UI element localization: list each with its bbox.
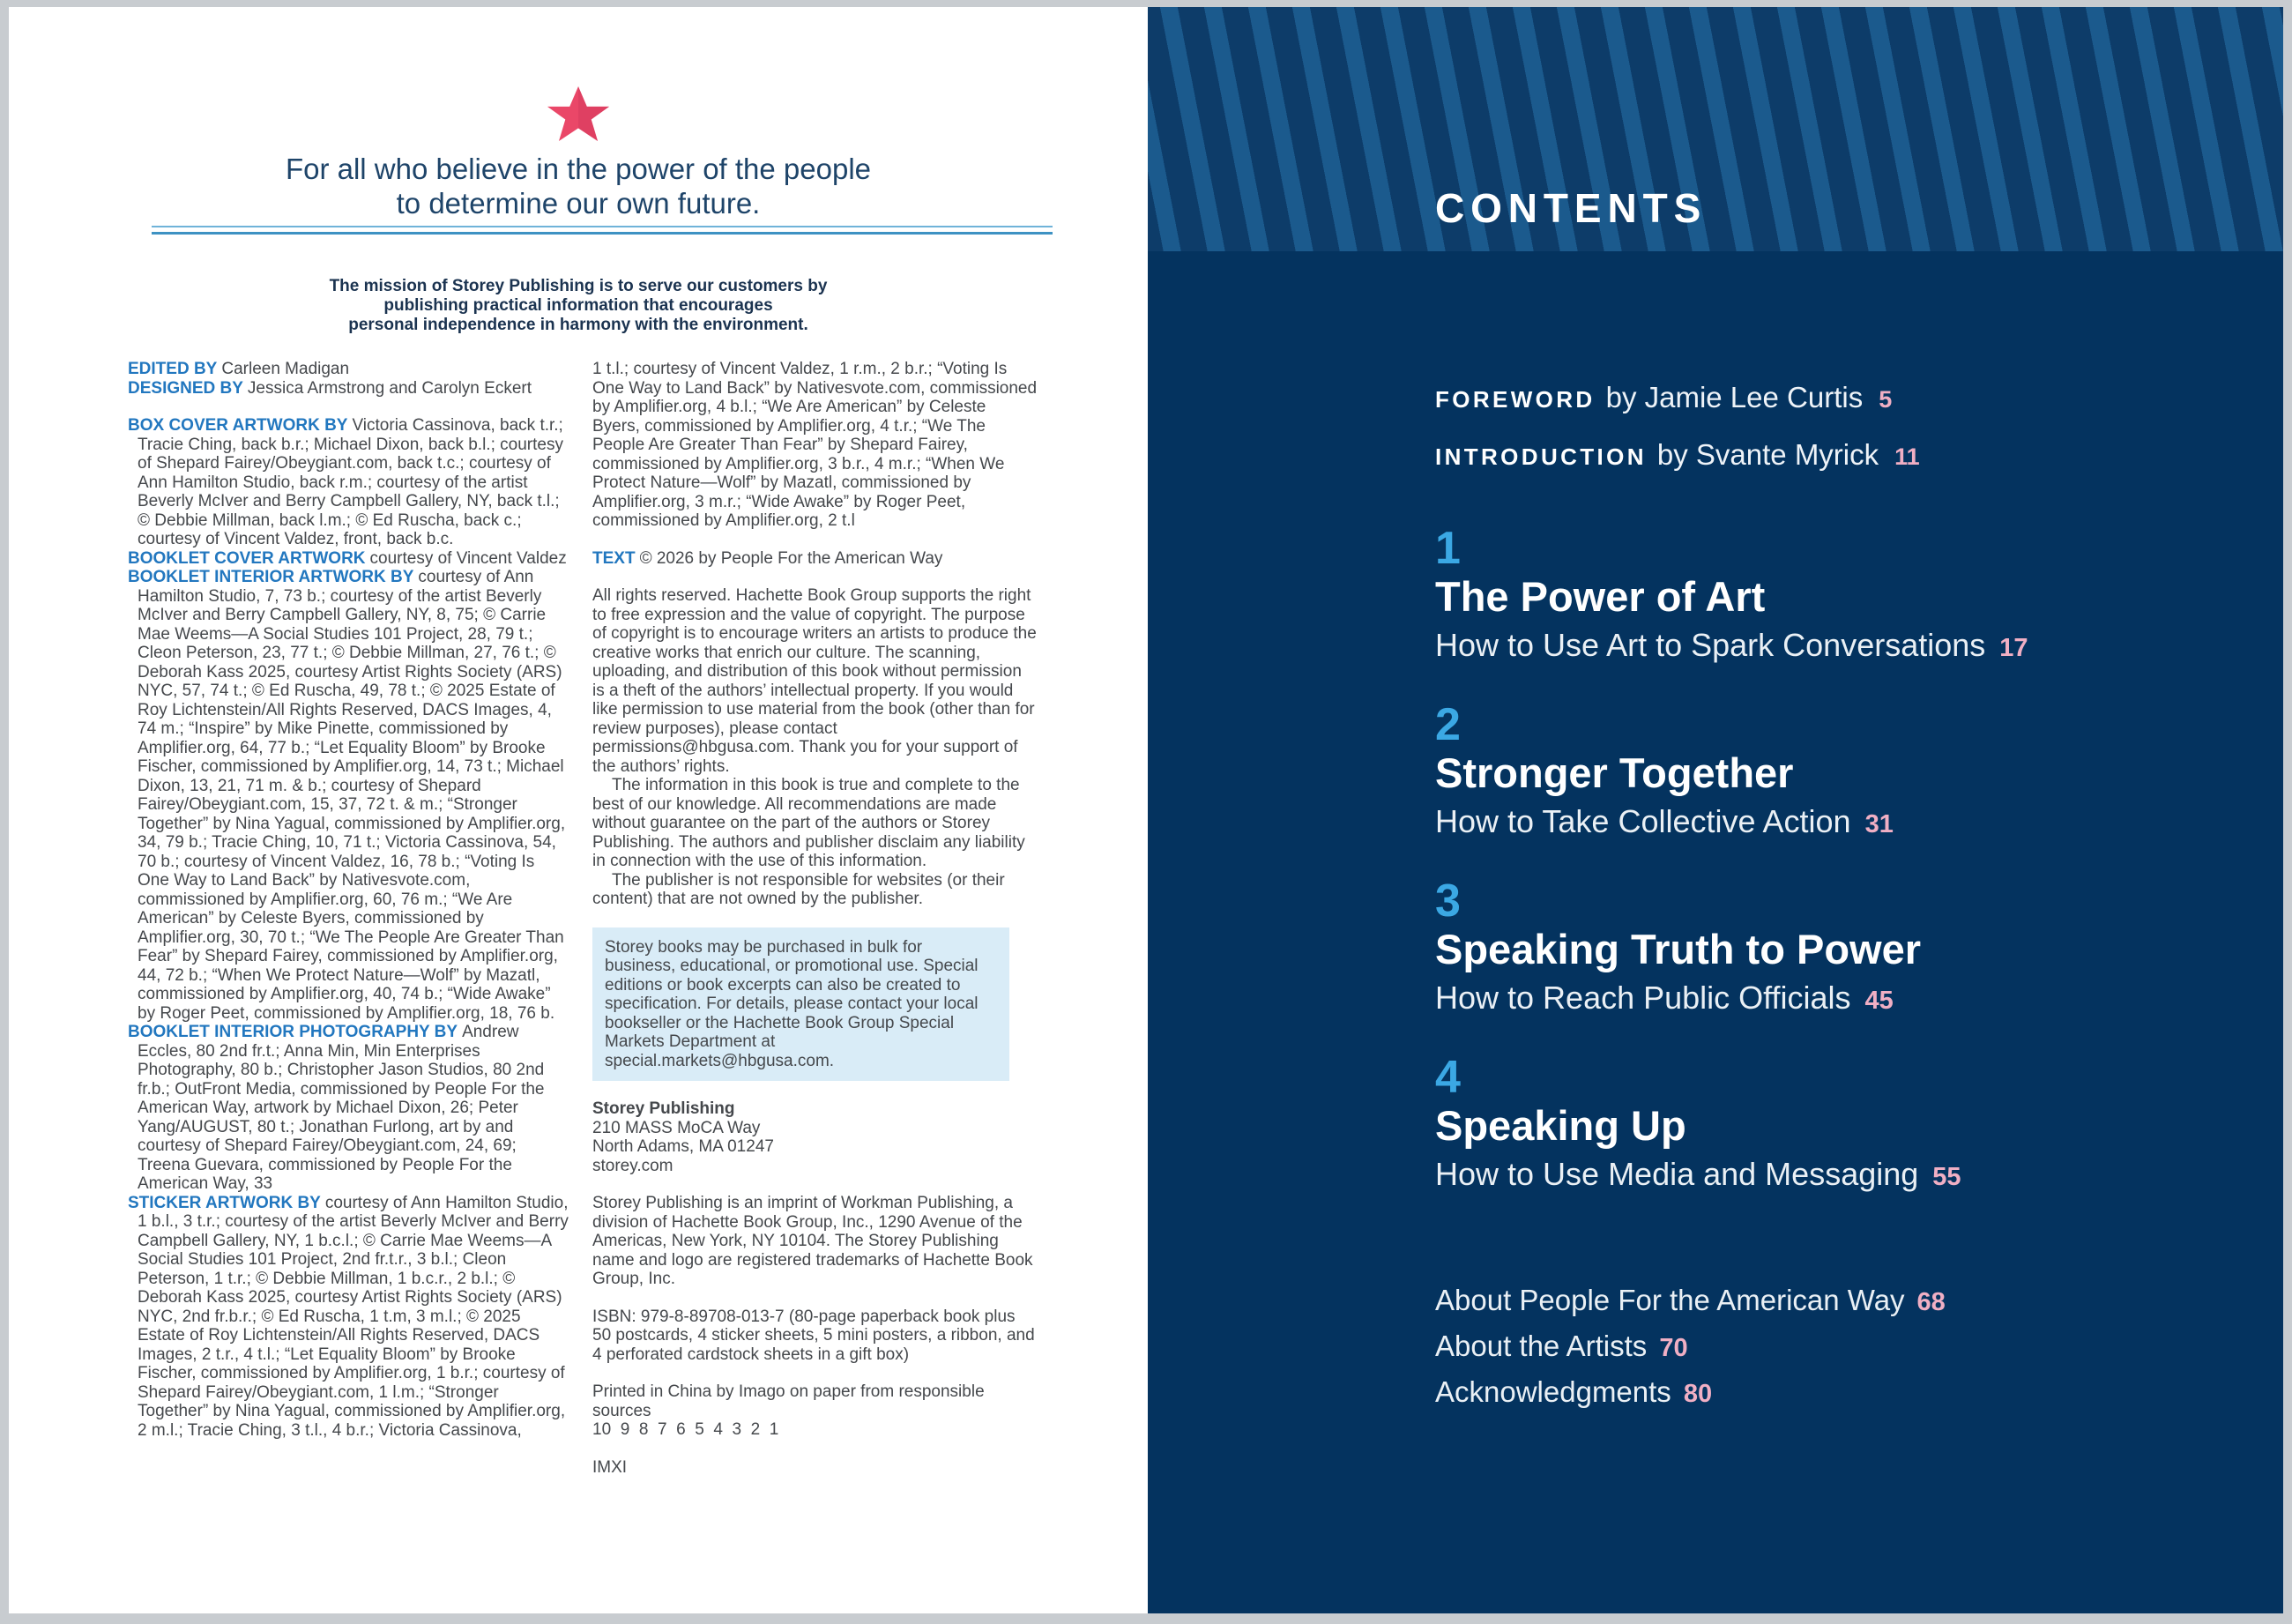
page-title: CONTENTS <box>1435 185 1708 231</box>
entry-title: About People For the American Way <box>1435 1284 1905 1316</box>
credit-paragraph <box>592 1382 1038 1420</box>
entry-author: by Svante Myrick <box>1656 438 1879 471</box>
chapter-number: 2 <box>1435 699 1461 750</box>
chapter-subtitle: How to Take Collective Action <box>1435 803 1851 840</box>
chapter-page-number: 17 <box>1999 634 2028 663</box>
dedication-line: For all who believe in the power of the people <box>285 153 872 185</box>
chapter-subtitle-row <box>1435 980 2028 1017</box>
credit-paragraph <box>592 1157 1038 1176</box>
credit-text: Andrew Eccles, 80 2nd fr.t.; Anna Min, Min Enterprises Photography, 80 b.; Christopher Jason Studios, 80 2nd fr.b.; OutFront Media, commissioned by People For the American Way, artwork by Michael Dixon, 26; Peter Yang/AUGUST, 80 t.; Jonathan Furlong, art by and courtesy of Shepard Fairey/Obeygiant.com, 24, 69; Treena Guevara, commissioned by People For the American Way, 33 <box>138 1023 545 1193</box>
chapter-title: Speaking Up <box>1435 1102 1686 1149</box>
credit-label: BOX COVER ARTWORK BY <box>128 416 348 435</box>
credit-paragraph <box>592 586 1038 776</box>
chapter-subtitle: How to Use Art to Spark Conversations <box>1435 627 1986 664</box>
credit-text: Printed in China by Imago on paper from responsible sources <box>592 1382 985 1420</box>
credit-paragraph <box>592 1420 1038 1440</box>
credit-text: Victoria Cassinova, back t.r.; Tracie Ching, back b.r.; Michael Dixon, back b.l.; courtesy of Shepard Fairey/Obeygiant.com, back t.c.; courtesy of Ann Hamilton Studio, back r.m.; courtesy of the artist Beverly McIver and Berry Campbell Gallery, NY, back t.l.; © Debbie Millman, back l.m.; © Ed Ruscha, back c.; courtesy of Vincent Valdez, front, back b.c. <box>138 416 563 548</box>
star-icon <box>9 86 1148 145</box>
chapter-title: Speaking Truth to Power <box>1435 926 1922 972</box>
contents-page <box>1148 7 2283 1613</box>
chapter-page-number: 55 <box>1932 1163 1961 1192</box>
credit-paragraph <box>128 360 570 379</box>
chapter-subtitle-row <box>1435 627 2028 664</box>
chapter-title: The Power of Art <box>1435 573 1766 620</box>
credit-paragraph <box>592 1194 1038 1289</box>
credit-paragraph <box>592 1307 1038 1365</box>
credit-label: DESIGNED BY <box>128 378 243 398</box>
credit-label: BOOKLET INTERIOR ARTWORK BY <box>128 568 414 586</box>
mission-line: personal independence in harmony with the environment. <box>348 316 808 334</box>
credit-paragraph <box>592 776 1038 871</box>
mission-line: The mission of Storey Publishing is to serve our customers by <box>329 277 828 295</box>
credit-text: Storey Publishing is an imprint of Workman Publishing, a division of Hachette Book Group, Inc., 1290 Avenue of the Americas, New York, NY 10104. The Storey Publishing name and logo are registered trademarks of Hachette Book Group, Inc. <box>592 1194 1033 1288</box>
chapter-entry <box>1435 699 2028 878</box>
back-matter-entry <box>1435 1284 1946 1317</box>
chapter-entry <box>1435 875 2028 1054</box>
chapter-subtitle-row <box>1435 1156 2028 1193</box>
back-matter-entry <box>1435 1375 1946 1409</box>
back-matter-entry <box>1435 1330 1946 1363</box>
double-rule-divider <box>152 226 1053 235</box>
credit-paragraph <box>592 1137 1038 1157</box>
credit-paragraph <box>128 1023 570 1194</box>
chapter-page-number: 31 <box>1864 810 1894 839</box>
credit-paragraph <box>128 416 570 549</box>
credit-text: courtesy of Vincent Valdez <box>369 548 567 568</box>
credit-text: 1 t.l.; courtesy of Vincent Valdez, 1 r.m., 2 b.r.; “Voting Is One Way to Land Back” by Nativesvote.com, commissioned by Amplifier.org, 4 b.l.; “We Are American” by Celeste Byers, commissioned by Amplifier.org, 4 t.r.; “We The People Are Greater Than Fear” by Shepard Fairey, commissioned by Amplifier.org, 3 b.r., 4 m.r.; “When We Protect Nature—Wolf” by Mazatl, commissioned by Amplifier.org, 3 m.r.; “Wide Awake” by Roger Peet, commissioned by Amplifier.org, 2 t.l <box>592 360 1038 530</box>
credit-text: © 2026 by People For the American Way <box>639 548 943 568</box>
chapter-number: 4 <box>1435 1052 1461 1103</box>
credits-column-2 <box>592 360 1038 1477</box>
credit-text: Carleen Madigan <box>221 360 350 378</box>
front-matter-entry <box>1435 381 1920 414</box>
chapter-number: 1 <box>1435 523 1461 574</box>
credit-text: Storey Publishing <box>592 1099 735 1118</box>
credit-paragraph <box>592 549 1038 569</box>
credit-paragraph <box>592 360 1038 531</box>
credit-paragraph <box>592 927 1009 1082</box>
credit-text: storey.com <box>592 1156 673 1175</box>
credit-paragraph <box>592 1458 1038 1478</box>
credit-text: ISBN: 979-8-89708-013-7 (80-page paperback book plus 50 postcards, 4 sticker sheets, 5 mini posters, a ribbon, and 4 perforated cardstock sheets in a gift box) <box>592 1307 1035 1364</box>
credit-text: The information in this book is true and complete to the best of our knowledge. All recommendations are made without guarantee on the part of the authors or Storey Publishing. The authors and publisher disclaim any liability in connection with the use of this information. <box>592 776 1025 870</box>
credit-label: STICKER ARTWORK BY <box>128 1193 321 1212</box>
chapter-number: 3 <box>1435 875 1461 927</box>
entry-page-number: 68 <box>1916 1288 1946 1316</box>
entry-label: INTRODUCTION <box>1435 443 1647 470</box>
striped-header-band <box>1148 7 2283 251</box>
credit-text: Storey books may be purchased in bulk for business, educational, or promotional use. Special editions or book excerpts can also be created to specification. For details, please contact your local bookseller or the Hachette Book Group Special Markets Department at special.markets@hbgusa.com. <box>605 937 979 1070</box>
chapter-subtitle: How to Reach Public Officials <box>1435 980 1851 1017</box>
credit-paragraph <box>128 549 570 569</box>
back-matter-list <box>1435 1284 1946 1421</box>
credit-text: 210 MASS MoCA Way <box>592 1118 761 1137</box>
credit-text: The publisher is not responsible for websites (or their content) that are not owned by the publisher. <box>592 870 1005 908</box>
entry-page-number: 5 <box>1879 386 1893 413</box>
diagonal-stripes <box>1148 7 2283 251</box>
chapter-subtitle: How to Use Media and Messaging <box>1435 1156 1919 1193</box>
entry-page-number: 80 <box>1683 1380 1713 1408</box>
credit-paragraph <box>592 1099 1038 1119</box>
dedication <box>9 152 1148 220</box>
copyright-page <box>9 7 1148 1613</box>
credit-paragraph <box>128 568 570 1023</box>
chapter-list <box>1435 525 2028 1231</box>
credit-text: IMXI <box>592 1457 628 1477</box>
entry-page-number: 11 <box>1894 443 1920 470</box>
rule-line-top <box>152 226 1053 227</box>
entry-title: Acknowledgments <box>1435 1375 1671 1408</box>
credit-label: TEXT <box>592 548 636 568</box>
dedication-line: to determine our own future. <box>396 187 761 220</box>
credit-label: BOOKLET INTERIOR PHOTOGRAPHY BY <box>128 1023 458 1041</box>
chapter-page-number: 45 <box>1864 987 1894 1016</box>
credit-paragraph <box>128 379 570 399</box>
entry-label: FOREWORD <box>1435 386 1596 413</box>
chapter-entry <box>1435 1054 2028 1231</box>
credits-column-1 <box>128 360 570 1440</box>
credit-text: All rights reserved. Hachette Book Group supports the right to free expression and the value of copyright. The purpose of copyright is to encourage writers an artists to produce the creative works that enrich our culture. The scanning, uploading, and distribution of this book without permission is a theft of the authors’ intellectual property. If you would like permission to use material from the book (other than for review purposes), please contact permissions@hbgusa.com. Thank you for your support of the authors’ rights. <box>592 586 1037 776</box>
rule-line-bottom <box>152 232 1053 235</box>
credit-paragraph <box>592 871 1038 909</box>
credit-text: courtesy of Ann Hamilton Studio, 1 b.l., 3 t.r.; courtesy of the artist Beverly McIver and Berry Campbell Gallery, NY, 1 b.c.l.; © Carrie Mae Weems—A Social Studies 101 Project, 2nd fr.t.r., 3 b.l.; Cleon Peterson, 1 t.r.; © Debbie Millman, 1 b.c.r., 2 b.l.; © Deborah Kass 2025, courtesy Artist Rights Society (ARS) NYC, 2nd fr.b.r.; © Ed Ruscha, 1 t.m, 3 m.l.; © 2025 Estate of Roy Lichtenstein/All Rights Reserved, DACS Images, 2 t.r., 4 t.l.; “Let Equality Bloom” by Brooke Fischer, commissioned by Amplifier.org, 1 b.r.; courtesy of Shepard Fairey/Obeygiant.com, 1 l.m.; “Stronger Together” by Nina Yagual, commissioned by Amplifier.org, 2 m.l.; Tracie Ching, 3 t.l., 4 b.r.; Victoria Cassinova, <box>138 1193 569 1440</box>
credit-paragraph <box>592 1119 1038 1138</box>
chapter-title: Stronger Together <box>1435 749 1794 796</box>
credit-paragraph <box>128 1194 570 1441</box>
publisher-mission <box>9 277 1148 335</box>
front-matter-list <box>1435 381 1920 495</box>
credit-text: courtesy of Ann Hamilton Studio, 7, 73 b.; courtesy of the artist Beverly McIver and Berry Campbell Gallery, NY, 8, 75; © Carrie Mae Weems—A Social Studies 101 Project, 28, 79 t.; Cleon Peterson, 23, 77 t.; © Debbie Millman, 27, 76 t.; © Deborah Kass 2025, courtesy Artist Rights Society (ARS) NYC, 57, 74 t.; © Ed Ruscha, 49, 78 t.; © 2025 Estate of Roy Lichtenstein/All Rights Reserved, DACS Images, 4, 74 m.; “Inspire” by Mike Pinette, commissioned by Amplifier.org, 64, 77 b.; “Let Equality Bloom” by Brooke Fischer, commissioned by Amplifier.org, 14, 73 t.; Michael Dixon, 13, 21, 71 m. & b.; courtesy of Shepard Fairey/Obeygiant.com, 15, 37, 72 t. & m.; “Stronger Together” by Nina Yagual, commissioned by Amplifier.org, 34, 79 b.; Tracie Ching, 10, 71 t.; Victoria Cassinova, 54, 70 b.; courtesy of Vincent Valdez, 16, 78 b.; “Voting Is One Way to Land Back” by Nativesvote.com, commissioned by Amplifier.org, 60, 76 m.; “We Are American” by Celeste Byers, commissioned by Amplifier.org, 30, 70 t.; “We The People Are Greater Than Fear” by Shepard Fairey, commissioned by Amplifier.org, 44, 72 b.; “When We Protect Nature—Wolf” by Mazatl, commissioned by Amplifier.org, 40, 74 b.; “Wide Awake” by Roger Peet, commissioned by Amplifier.org, 18, 76 b. <box>138 568 566 1023</box>
entry-page-number: 70 <box>1659 1334 1688 1362</box>
chapter-entry <box>1435 525 2028 702</box>
credit-text: 10 9 8 7 6 5 4 3 2 1 <box>592 1420 779 1439</box>
chapter-subtitle-row <box>1435 803 2028 840</box>
credit-label: EDITED BY <box>128 360 218 378</box>
front-matter-entry <box>1435 438 1920 472</box>
entry-title: About the Artists <box>1435 1330 1648 1362</box>
credit-text: North Adams, MA 01247 <box>592 1137 774 1156</box>
mission-line: publishing practical information that encourages <box>383 296 773 315</box>
credit-label: BOOKLET COVER ARTWORK <box>128 548 366 568</box>
entry-author: by Jamie Lee Curtis <box>1605 381 1864 413</box>
credit-text: Jessica Armstrong and Carolyn Eckert <box>247 378 532 398</box>
